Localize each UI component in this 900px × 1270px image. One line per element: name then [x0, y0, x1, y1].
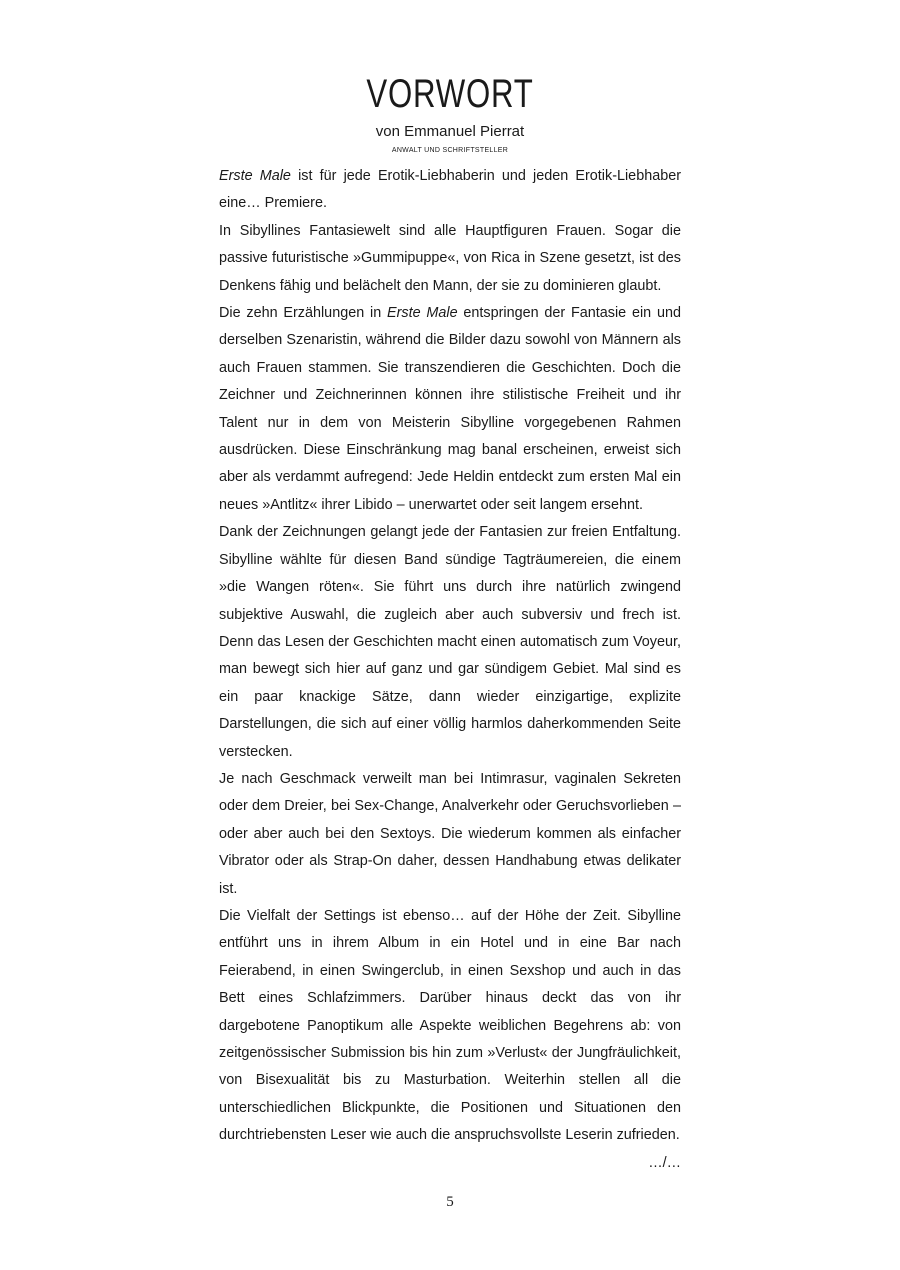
book-title-emphasis: Erste Male: [387, 305, 458, 322]
continuation-mark: …/…: [648, 1154, 681, 1171]
paragraph-6: Die Vielfalt der Settings ist ebenso… auf der Höhe der Zeit. Sibylline entführt uns in ihrem Album in ein Hotel und in eine Bar nach Feierabend, in einen Swingerclub, in einen Sexshop und auch in das Bett eines Schlafzimmers. Darüber hinaus deckt das von ihr dargebotene Panoptikum alle Aspekte weiblichen Begehrens ab: von zeitgenössischer Submission bis hin zum »Verlust« der Jungfräulichkeit, von Bisexualität bis zu Masturbation. Weiterhin stellen all die unterschiedlichen Blickpunkte, die Positionen und Situationen den durchtriebensten Leser wie auch die anspruchsvollste Leserin zufrieden.: [219, 907, 681, 1144]
author-role: ANWALT UND SCHRIFTSTELLER: [391, 147, 509, 154]
book-title-emphasis: Erste Male: [219, 168, 291, 184]
paragraph-4: Dank der Zeichnungen gelangt jede der Fantasien zur freien Entfaltung. Sibylline wählte für diesen Band sündige Tagträumereien, die einem »die Wangen röten«. Sie führt uns durch ihre natürlich zwingend subjektive Auswahl, die zugleich aber auch subversiv und frech ist. Denn das Lesen der Geschichten macht einen automatisch zum Voyeur, man bewegt sich hier auf ganz und gar sündigem Gebiet. Mal sind es ein paar knackige Sätze, dann wieder einzigartige, explizite Darstellungen, die sich auf einer völlig harmlos daherkommenden Seite verstecken.: [219, 524, 681, 760]
paragraph-1-text: ist für jede Erotik-Liebhaberin und jeden Erotik-Liebhaber eine… Premiere.: [219, 168, 681, 212]
paragraph-1: [219, 163, 681, 218]
foreword-body: [219, 163, 681, 1177]
paragraph-3: [219, 300, 681, 519]
page-number: 5: [446, 1194, 454, 1210]
paragraph-3-after: entspringen der Fantasie ein und derselben Szenaristin, während die Bilder dazu sowohl von Männern als auch Frauen stammen. Sie transzendieren die Geschichten. Doch die Zeichner und Zeichnerinnen können ihre stilistische Freiheit und ihr Talent nur in dem von Meisterin Sibylline vorgegebenen Rahmen ausdrücken. Diese Einschränkung mag banal erscheinen, erweist sich aber als verdammt aufregend: Jede Heldin entdeckt zum ersten Mal ein neues »Antlitz« ihrer Libido – unerwartet oder seit langem ersehnt.: [219, 305, 681, 513]
author-byline: von Emmanuel Pierrat: [375, 123, 525, 140]
paragraph-3-before: Die zehn Erzählungen in: [219, 305, 387, 322]
paragraph-5: Je nach Geschmack verweilt man bei Intimrasur, vaginalen Sekreten oder dem Dreier, bei Sex-Change, Analverkehr oder Geruchsvorlieben – oder aber auch bei den Sextoys. Die wiederum kommen als einfacher Vibrator oder als Strap-On daher, dessen Handhabung etwas delikater ist.: [219, 770, 681, 897]
paragraph-2: In Sibyllines Fantasiewelt sind alle Hauptfiguren Frauen. Sogar die passive futuristische »Gummipuppe«, von Rica in Szene gesetzt, ist des Denkens fähig und belächelt den Mann, der sie zu dominieren glaubt.: [219, 222, 681, 294]
page-title: VORWORT: [366, 72, 534, 116]
